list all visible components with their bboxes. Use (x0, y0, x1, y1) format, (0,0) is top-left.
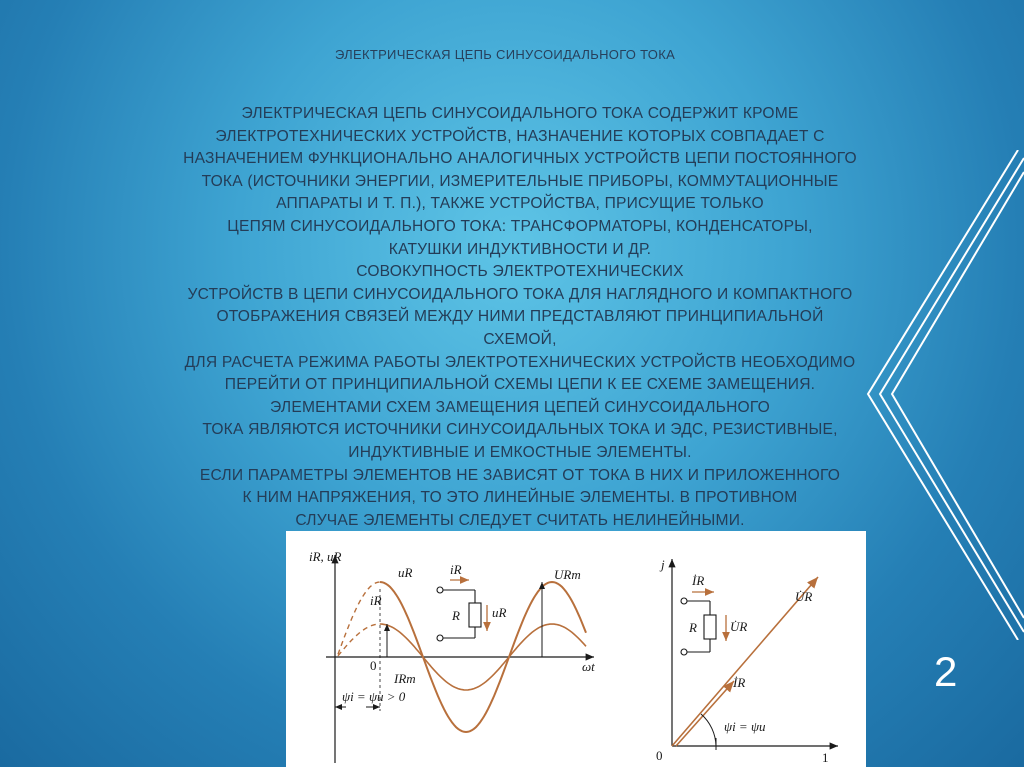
decorative-chevron-lines (860, 150, 1024, 640)
phasor-diagram (656, 557, 838, 765)
circuit-figure (286, 531, 866, 767)
slide-title: ЭЛЕКТРИЧЕСКАЯ ЦЕПЬ СИНУСОИДАЛЬНОГО ТОКА (334, 47, 676, 62)
current-phasor-label: İR (733, 675, 746, 690)
circuit-current-label: iR (450, 562, 462, 577)
waveform-x-axis-label: ωt (582, 659, 595, 674)
body-line: СЛУЧАЕ ЭЛЕМЕНТЫ СЛЕДУЕТ СЧИТАТЬ НЕЛИНЕЙНЫМИ. (295, 511, 745, 529)
phasor-x-tick-label: 1 (822, 750, 829, 765)
body-line: ЭЛЕМЕНТАМИ СХЕМ ЗАМЕЩЕНИЯ ЦЕПЕЙ СИНУСОИДАЛЬНОГО (270, 398, 770, 416)
resistor-symbol (469, 603, 481, 627)
waveform-y-axis-label: iR, uR (309, 549, 342, 564)
body-line: ДЛЯ РАСЧЕТА РЕЖИМА РАБОТЫ ЭЛЕКТРОТЕХНИЧЕСКИХ УСТРОЙСТВ НЕОБХОДИМО (184, 353, 856, 371)
phasor-y-axis-label: j (661, 557, 665, 572)
body-line: КАТУШКИ ИНДУКТИВНОСТИ И ДР. (388, 240, 652, 258)
current-curve-extension (338, 624, 380, 656)
body-line: ОТОБРАЖЕНИЯ СВЯЗЕЙ МЕЖДУ НИМИ ПРЕДСТАВЛЯЮТ ПРИНЦИПИАЛЬНОЙ (216, 308, 824, 326)
waveform-diagram (309, 549, 595, 763)
body-line: УСТРОЙСТВ В ЦЕПИ СИНУСОИДАЛЬНОГО ТОКА ДЛЯ НАГЛЯДНОГО И КОМПАКТНОГО (187, 285, 853, 303)
figure-svg (286, 531, 866, 767)
phase-angle-arc (701, 714, 716, 746)
body-line: ЭЛЕКТРОТЕХНИЧЕСКИХ УСТРОЙСТВ, НАЗНАЧЕНИЕ КОТОРЫХ СОВПАДАЕТ С (215, 127, 825, 145)
body-line: ТОКА (ИСТОЧНИКИ ЭНЕРГИИ, ИЗМЕРИТЕЛЬНЫЕ ПРИБОРЫ, КОММУТАЦИОННЫЕ (201, 172, 839, 190)
body-line: ТОКА ЯВЛЯЮТСЯ ИСТОЧНИКИ СИНУСОИДАЛЬНЫХ ТОКА И ЭДС, РЕЗИСТИВНЫЕ, (202, 421, 838, 439)
body-line: НАЗНАЧЕНИЕМ ФУНКЦИОНАЛЬНО АНАЛОГИЧНЫХ УСТРОЙСТВ ЦЕПИ ПОСТОЯННОГО (183, 150, 857, 168)
waveform-origin-label: 0 (370, 658, 377, 673)
body-line: ЕСЛИ ПАРАМЕТРЫ ЭЛЕМЕНТОВ НЕ ЗАВИСЯТ ОТ ТОКА В НИХ И ПРИЛОЖЕННОГО (199, 466, 841, 484)
phasor-resistor-symbol (704, 615, 716, 639)
voltage-amplitude-label: URm (554, 567, 581, 582)
phasor-circuit-voltage-label: U̇R (730, 619, 748, 634)
phasor-circuit-current-label: İR (692, 573, 705, 588)
body-line: ПЕРЕЙТИ ОТ ПРИНЦИПИАЛЬНОЙ СХЕМЫ ЦЕПИ К ЕЕ СХЕМЕ ЗАМЕЩЕНИЯ. (224, 376, 816, 394)
resistor-label: R (452, 608, 460, 623)
current-amplitude-label: IRm (394, 671, 416, 686)
current-curve-label: iR (370, 593, 382, 608)
phase-label: ψi = ψu > 0 (342, 689, 406, 704)
page-number: 2 (934, 648, 958, 695)
voltage-curve-label: uR (398, 565, 413, 580)
phasor-resistor-label: R (689, 620, 697, 635)
phasor-origin-label: 0 (656, 748, 663, 763)
body-line: К НИМ НАПРЯЖЕНИЯ, ТО ЭТО ЛИНЕЙНЫЕ ЭЛЕМЕНТЫ. В ПРОТИВНОМ (242, 489, 798, 507)
body-line: АППАРАТЫ И Т. П.), ТАКЖЕ УСТРОЙСТВА, ПРИСУЩИЕ ТОЛЬКО (276, 195, 764, 213)
slide-body-text (110, 103, 930, 532)
phasor-resistor-circuit (681, 598, 716, 655)
current-phasor (676, 681, 734, 746)
circuit-voltage-label: uR (492, 605, 507, 620)
body-line: СОВОКУПНОСТЬ ЭЛЕКТРОТЕХНИЧЕСКИХ (356, 263, 684, 281)
phasor-phase-label: ψi = ψu (724, 719, 766, 734)
body-line: ЭЛЕКТРИЧЕСКАЯ ЦЕПЬ СИНУСОИДАЛЬНОГО ТОКА СОДЕРЖИТ КРОМЕ (241, 105, 799, 122)
body-line: СХЕМОЙ, (483, 330, 557, 348)
body-line: ЦЕПЯМ СИНУСОИДАЛЬНОГО ТОКА: ТРАНСФОРМАТОРЫ, КОНДЕНСАТОРЫ, (227, 217, 813, 235)
body-line: ИНДУКТИВНЫЕ И ЕМКОСТНЫЕ ЭЛЕМЕНТЫ. (348, 443, 692, 461)
voltage-phasor-label: U̇R (795, 589, 813, 604)
